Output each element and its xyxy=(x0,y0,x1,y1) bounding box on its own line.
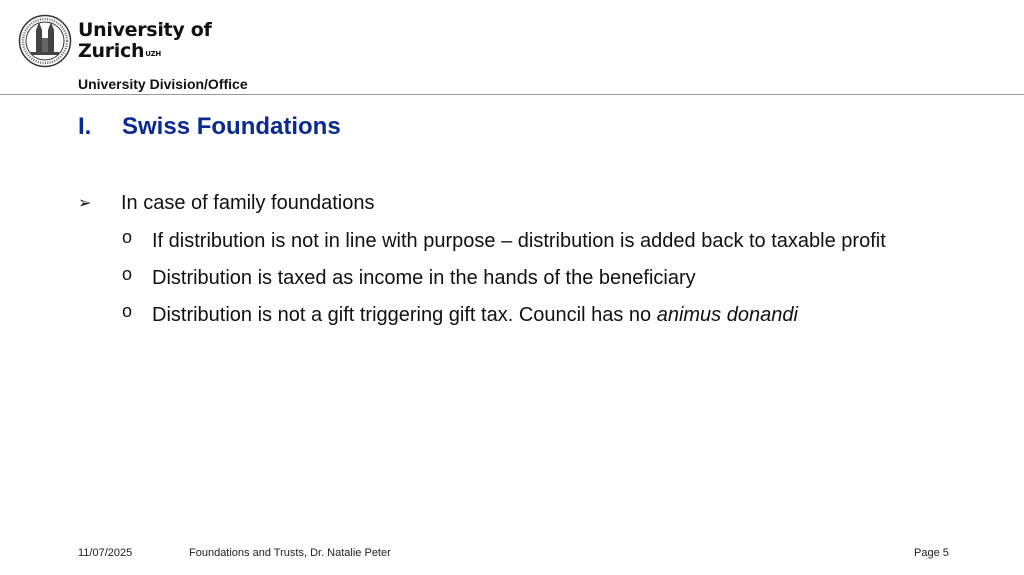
university-wordmark xyxy=(78,20,211,62)
section-number: I. xyxy=(78,113,92,140)
wordmark-line1: University of xyxy=(78,19,212,41)
sub-bullet-text: Distribution is taxed as income in the hands of the beneficiary xyxy=(152,267,696,289)
university-seal-logo xyxy=(18,14,72,68)
footer-course: Foundations and Trusts, Dr. Natalie Peter xyxy=(189,547,391,559)
bullet-text: In case of family foundations xyxy=(121,192,375,214)
sub-bullet-text: If distribution is not in line with purpose – distribution is added back to taxable profit xyxy=(152,230,886,252)
sub-bullet-italic-text: animus donandi xyxy=(656,304,798,326)
footer-date: 11/07/2025 xyxy=(78,547,133,559)
circle-bullet-icon: o xyxy=(122,227,133,247)
circle-bullet-icon: o xyxy=(122,301,133,321)
sub-bullet-item xyxy=(122,301,798,327)
sub-bullet-item xyxy=(122,264,696,290)
header-divider xyxy=(0,94,1024,95)
division-label: University Division/Office xyxy=(78,76,248,92)
sub-bullet-item xyxy=(122,227,886,253)
footer-page-number: Page 5 xyxy=(914,547,949,559)
circle-bullet-icon: o xyxy=(122,264,133,284)
wordmark-line2: Zurich xyxy=(78,40,145,62)
sub-bullet-text: Distribution is not a gift triggering gift tax. Council has no xyxy=(152,304,657,326)
wordmark-superscript: UZH xyxy=(145,50,161,58)
arrow-bullet-icon: ➢ xyxy=(78,195,92,212)
section-title: Swiss Foundations xyxy=(122,113,341,140)
